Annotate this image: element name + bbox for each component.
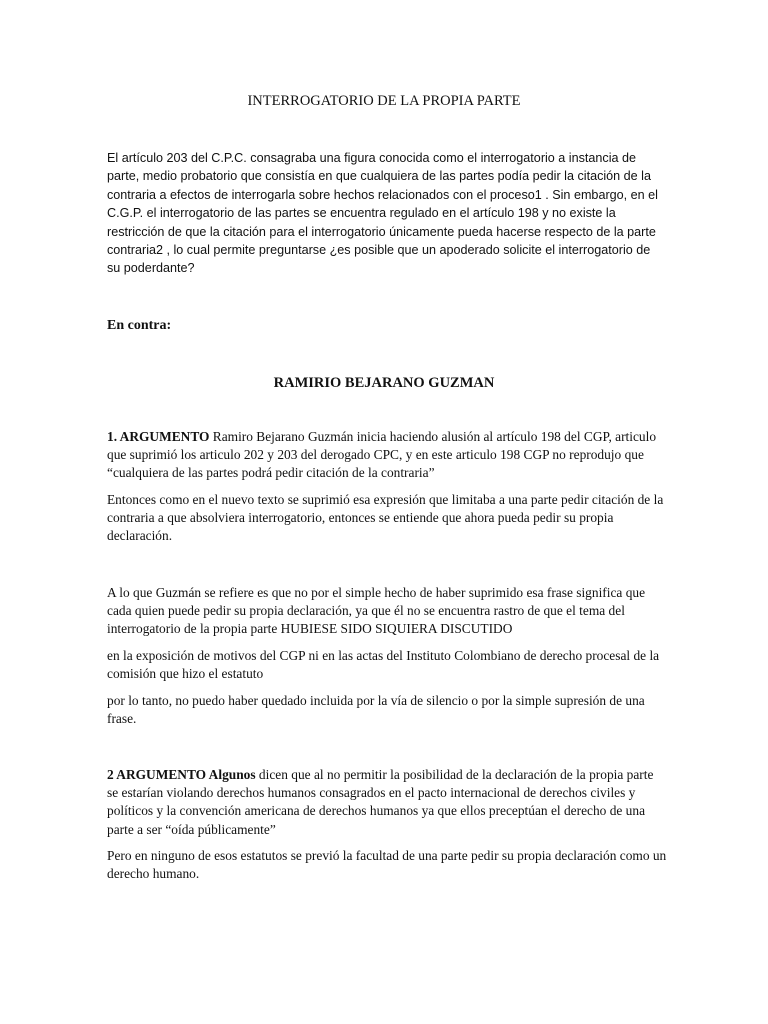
intro-paragraph: El artículo 203 del C.P.C. consagraba una figura conocida como el interrogatorio a instancia de parte, medio probatorio que consistía en que cualquiera de las partes podía pedir la citación de la contraria a efectos de interrogarla sobre hechos relacionados con el proceso1 . Sin embargo, en el C.G.P. el interrogatorio de las partes se encuentra regulado en el artículo 198 y no existe la restricción de que la citación para el interrogatorio únicamente pueda hacerse respecto de la parte contraria2 , lo cual permite preguntarse ¿es posible que un apoderado solicite el interrogatorio de su poderdante? (107, 151, 658, 276)
paragraph-7: Pero en ninguno de esos estatutos se previó la facultad de una parte pedir su propia declaración como un derecho humano. (107, 848, 667, 882)
en-contra-heading: En contra: (107, 318, 172, 333)
argument-1-label: 1. ARGUMENTO (107, 429, 210, 444)
author-heading: RAMIRIO BEJARANO GUZMAN (273, 375, 495, 391)
paragraph-4: en la exposición de motivos del CGP ni en las actas del Instituto Colombiano de derecho procesal de la comisión que hizo el estatuto (107, 648, 660, 682)
argument-2-paragraph (107, 766, 667, 839)
argument-2-text: dicen que al no permitir la posibilidad de la declaración de la propia parte se estarían violando derechos humanos consagrados en el pacto internacional de derechos civiles y políticos y la convención americana de derechos humanos ya que ellos preceptúan el derecho de una parte a ser “oída públicamente” (107, 767, 654, 837)
argument-1-paragraph (107, 428, 667, 483)
argument-1-text: Ramiro Bejarano Guzmán inicia haciendo alusión al artículo 198 del CGP, articulo que suprimió los articulo 202 y 203 del derogado CPC, y en este articulo 198 CGP no reprodujo que “cualquiera de las partes podrá pedir citación de la contraria” (107, 429, 657, 481)
paragraph-2: Entonces como en el nuevo texto se suprimió esa expresión que limitaba a una parte pedir citación de la contraria a que absolviera interrogatorio, entonces se entiende que ahora pueda pedir su propia declaración. (107, 492, 664, 544)
argument-2-label: 2 ARGUMENTO Algunos (107, 767, 256, 782)
document-title: INTERROGATORIO DE LA PROPIA PARTE (247, 93, 521, 109)
paragraph-5: por lo tanto, no puedo haber quedado incluida por la vía de silencio o por la simple supresión de una frase. (107, 693, 645, 727)
paragraph-3: A lo que Guzmán se refiere es que no por el simple hecho de haber suprimido esa frase significa que cada quien puede pedir su propia declaración, ya que él no se encuentra rastro de que el tema del interrogatorio de la propia parte HUBIESE SIDO SIQUIERA DISCUTIDO (107, 585, 646, 637)
